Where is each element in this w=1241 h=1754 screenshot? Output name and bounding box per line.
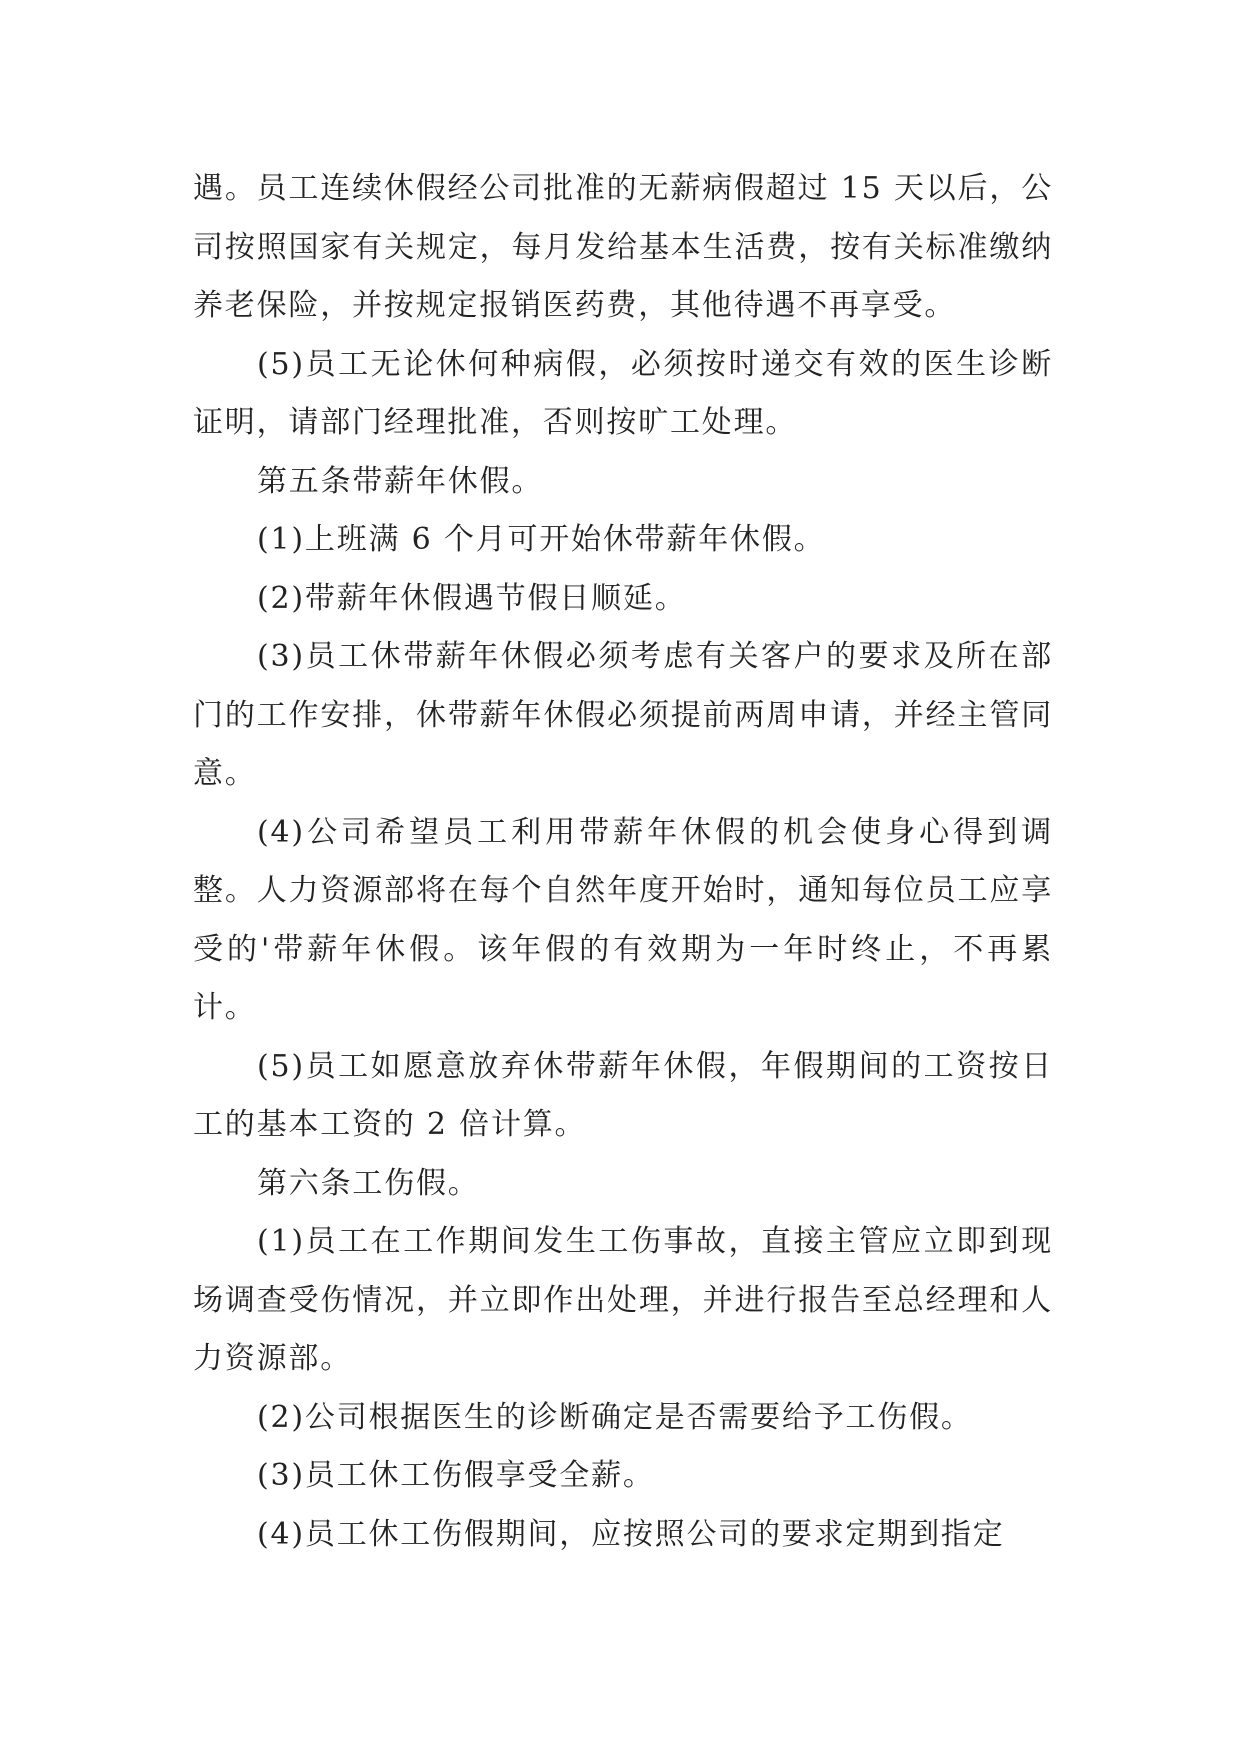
paragraph-annual-leave-item-5: (5)员工如愿意放弃休带薪年休假，年假期间的工资按日工的基本工资的 2 倍计算。 <box>193 1048 1053 1142</box>
paragraph-annual-leave-item-1: (1)上班满 6 个月可开始休带薪年休假。 <box>257 522 826 557</box>
paragraph-annual-leave-item-2: (2)带薪年休假遇节假日顺延。 <box>257 580 687 616</box>
paragraph-work-injury-item-4: (4)员工休工伤假期间，应按照公司的要求定期到指定 <box>257 1516 1005 1552</box>
paragraph-sick-leave-continued: 遇。员工连续休假经公司批准的无薪病假超过 15 天以后，公司按照国家有关规定，每月发给基本生活费，按有关标准缴纳养老保险，并按规定报销医药费，其他待遇不再享受。 <box>193 171 1053 323</box>
section-heading-article-5: 第五条带薪年休假。 <box>257 463 544 499</box>
paragraph-sick-leave-item-5: (5)员工无论休何种病假，必须按时递交有效的医生诊断证明，请部门经理批准，否则按旷工处理。 <box>193 346 1053 440</box>
paragraph-work-injury-item-2: (2)公司根据医生的诊断确定是否需要给予工伤假。 <box>257 1399 973 1435</box>
paragraph-annual-leave-item-4: (4)公司希望员工利用带薪年休假的机会使身心得到调整。人力资源部将在每个自然年度开始时，通知每位员工应享受的'带薪年休假。该年假的有效期为一年时终止，不再累计。 <box>193 814 1053 1025</box>
paragraph-annual-leave-item-3: (3)员工休带薪年休假必须考虑有关客户的要求及所在部门的工作安排，休带薪年休假必须提前两周申请，并经主管同意。 <box>193 639 1053 791</box>
section-heading-article-6: 第六条工伤假。 <box>257 1165 480 1201</box>
paragraph-work-injury-item-3: (3)员工休工伤假享受全薪。 <box>257 1458 655 1493</box>
paragraph-work-injury-item-1: (1)员工在工作期间发生工伤事故，直接主管应立即到现场调查受伤情况，并立即作出处理，并进行报告至总经理和人力资源部。 <box>193 1224 1053 1376</box>
document-body <box>193 160 1053 1564</box>
